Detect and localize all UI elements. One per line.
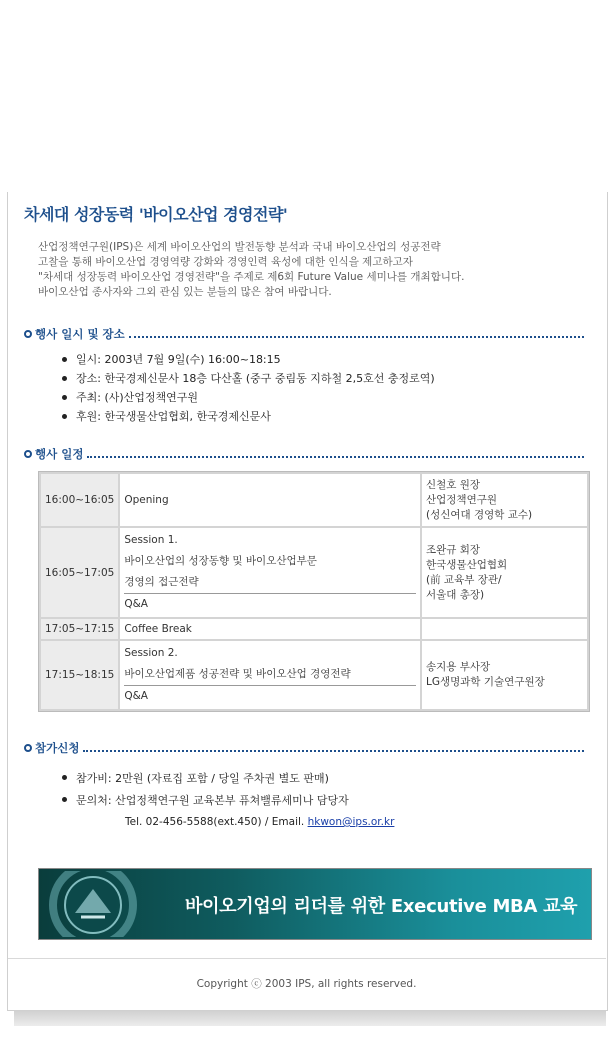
section-heading-apply (24, 741, 584, 755)
intro-line: 산업정책연구원(IPS)은 세계 바이오산업의 발전동향 분석과 국내 바이오산업의 성공전략 (38, 241, 441, 253)
circle-bullet-icon (24, 744, 32, 752)
intro-text (38, 240, 578, 300)
speaker-org: LG생명과학 기술연구원장 (426, 676, 545, 688)
speaker-name: 신철호 원장 (426, 478, 481, 491)
list-item: 일시: 2003년 7월 9일(수) 16:00~18:15 (60, 350, 435, 369)
list-item: 후원: 한국생물산업협회, 한국경제신문사 (60, 407, 435, 426)
table-row (41, 528, 587, 617)
program-cell: Coffee Break (120, 619, 420, 639)
qa-label: Q&A (124, 690, 148, 702)
speaker-name: 조완규 회장 (426, 543, 481, 556)
speaker-cell (422, 528, 587, 617)
program-cell: Opening (120, 474, 420, 526)
section-heading-event (24, 327, 584, 341)
list-item: 주최: (사)산업정책연구원 (60, 388, 435, 407)
program-cell (120, 528, 420, 617)
session-label: Session 1. (124, 534, 178, 546)
event-info-list (60, 350, 435, 426)
intro-line: "차세대 성장동력 바이오산업 경영전략"을 주제로 제6회 Future Value 세미나를 개최합니다. (38, 271, 465, 283)
email-link[interactable]: hkwon@ips.or.kr (307, 816, 395, 828)
apply-info-list (60, 768, 349, 812)
dotted-divider (87, 450, 584, 458)
speaker-org: 한국생물산업협회 (426, 558, 508, 571)
frame-shadow (14, 1010, 606, 1026)
footer-divider (8, 958, 606, 959)
table-row (41, 641, 587, 709)
qa-label: Q&A (124, 598, 148, 610)
speaker-note: (前 교육부 장관/ (426, 573, 502, 586)
university-emblem-icon (45, 871, 157, 937)
speaker-cell (422, 641, 587, 709)
session-label: Session 2. (124, 647, 178, 659)
session-topic: 경영의 접근전략 (124, 572, 416, 594)
section-title: 참가신청 (35, 741, 80, 755)
section-title: 행사 일정 (35, 447, 84, 461)
list-item: 장소: 한국경제신문사 18층 다산홀 (중구 중림동 지하철 2,5호선 충정로역) (60, 369, 435, 388)
session-topic: 바이오산업제품 성공전략 및 바이오산업 경영전략 (124, 664, 416, 686)
speaker-note: (성신여대 경영학 교수) (426, 508, 533, 521)
speaker-cell (422, 474, 587, 526)
contact-phone: Tel. 02-456-5588(ext.450) / Email. (125, 816, 308, 828)
table-row (41, 619, 587, 639)
program-cell (120, 641, 420, 709)
mba-banner[interactable] (38, 868, 592, 940)
schedule-table (38, 471, 590, 712)
session-topic: 바이오산업의 성장동향 및 바이오산업부문 (124, 555, 317, 567)
circle-bullet-icon (24, 330, 32, 338)
list-item: 참가비: 2만원 (자료집 포함 / 당일 주차권 별도 판매) (60, 768, 349, 790)
speaker-org: 산업정책연구원 (426, 493, 498, 506)
time-cell: 16:05~17:05 (41, 528, 118, 617)
dotted-divider (83, 744, 584, 752)
speaker-note: 서울대 총장) (426, 588, 485, 601)
banner-text: 바이오기업의 리더를 위한 Executive MBA 교육 (185, 896, 578, 917)
list-item: 문의처: 산업정책연구원 교육본부 퓨쳐밸류세미나 담당자 (60, 790, 349, 812)
copyright-text: Copyright ⓒ 2003 IPS, all rights reserved. (196, 978, 417, 990)
contact-line (125, 816, 394, 828)
page-title: 차세대 성장동력 '바이오산업 경영전략' (24, 205, 288, 224)
time-cell: 17:15~18:15 (41, 641, 118, 709)
section-title: 행사 일시 및 장소 (35, 327, 125, 341)
intro-line: 바이오산업 종사자와 그외 관심 있는 분들의 많은 참여 바랍니다. (38, 286, 332, 298)
dotted-divider (129, 330, 584, 338)
table-row (41, 474, 587, 526)
circle-bullet-icon (24, 450, 32, 458)
intro-line: 고찰을 통해 바이오산업 경영역량 강화와 경영인력 육성에 대한 인식을 제고하고자 (38, 256, 413, 268)
time-cell: 16:00~16:05 (41, 474, 118, 526)
time-cell: 17:05~17:15 (41, 619, 118, 639)
speaker-cell (422, 619, 587, 639)
speaker-name: 송지용 부사장 (426, 661, 491, 673)
section-heading-schedule (24, 447, 584, 461)
